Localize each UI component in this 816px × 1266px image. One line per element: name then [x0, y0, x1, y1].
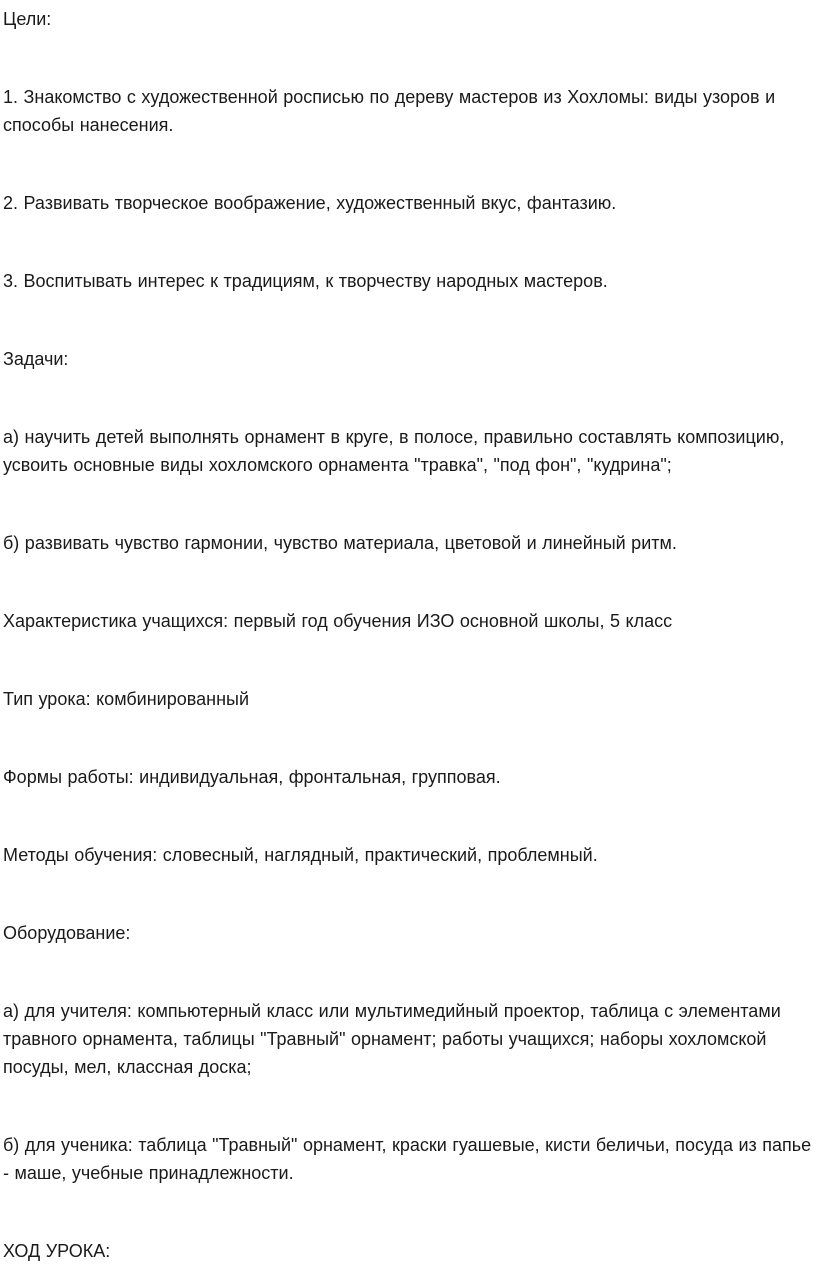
tasks-heading: Задачи: [3, 349, 69, 369]
goal-item-1: 1. Знакомство с художественной росписью по дереву мастеров из Хохломы: виды узоров и способы нанесения. [3, 87, 776, 135]
students-characteristic: Характеристика учащихся: первый год обучения ИЗО основной школы, 5 класс [3, 611, 673, 631]
goals-heading: Цели: [3, 9, 52, 29]
goal-item-3: 3. Воспитывать интерес к традициям, к творчеству народных мастеров. [3, 271, 608, 291]
work-forms: Формы работы: индивидуальная, фронтальная, групповая. [3, 767, 501, 787]
task-item-a: а) научить детей выполнять орнамент в круге, в полосе, правильно составлять композицию, усвоить основные виды хохломского орнамента "травка", "под фон", "кудрина"; [3, 427, 785, 475]
goal-item-2: 2. Развивать творческое воображение, художественный вкус, фантазию. [3, 193, 617, 213]
lesson-type: Тип урока: комбинированный [3, 689, 249, 709]
lesson-course-heading: ХОД УРОКА: [3, 1241, 111, 1261]
teaching-methods: Методы обучения: словесный, наглядный, практический, проблемный. [3, 845, 598, 865]
task-item-b: б) развивать чувство гармонии, чувство материала, цветовой и линейный ритм. [3, 533, 677, 553]
equipment-for-student: б) для ученика: таблица "Травный" орнамент, краски гуашевые, кисти беличьи, посуда из папье - маше, учебные принадлежности. [3, 1135, 812, 1183]
equipment-heading: Оборудование: [3, 923, 131, 943]
equipment-for-teacher: а) для учителя: компьютерный класс или мультимедийный проектор, таблица с элементами травного орнамента, таблицы "Травный" орнамент; работы учащихся; наборы хохломской посуды, мел, классная доска; [3, 1001, 781, 1077]
